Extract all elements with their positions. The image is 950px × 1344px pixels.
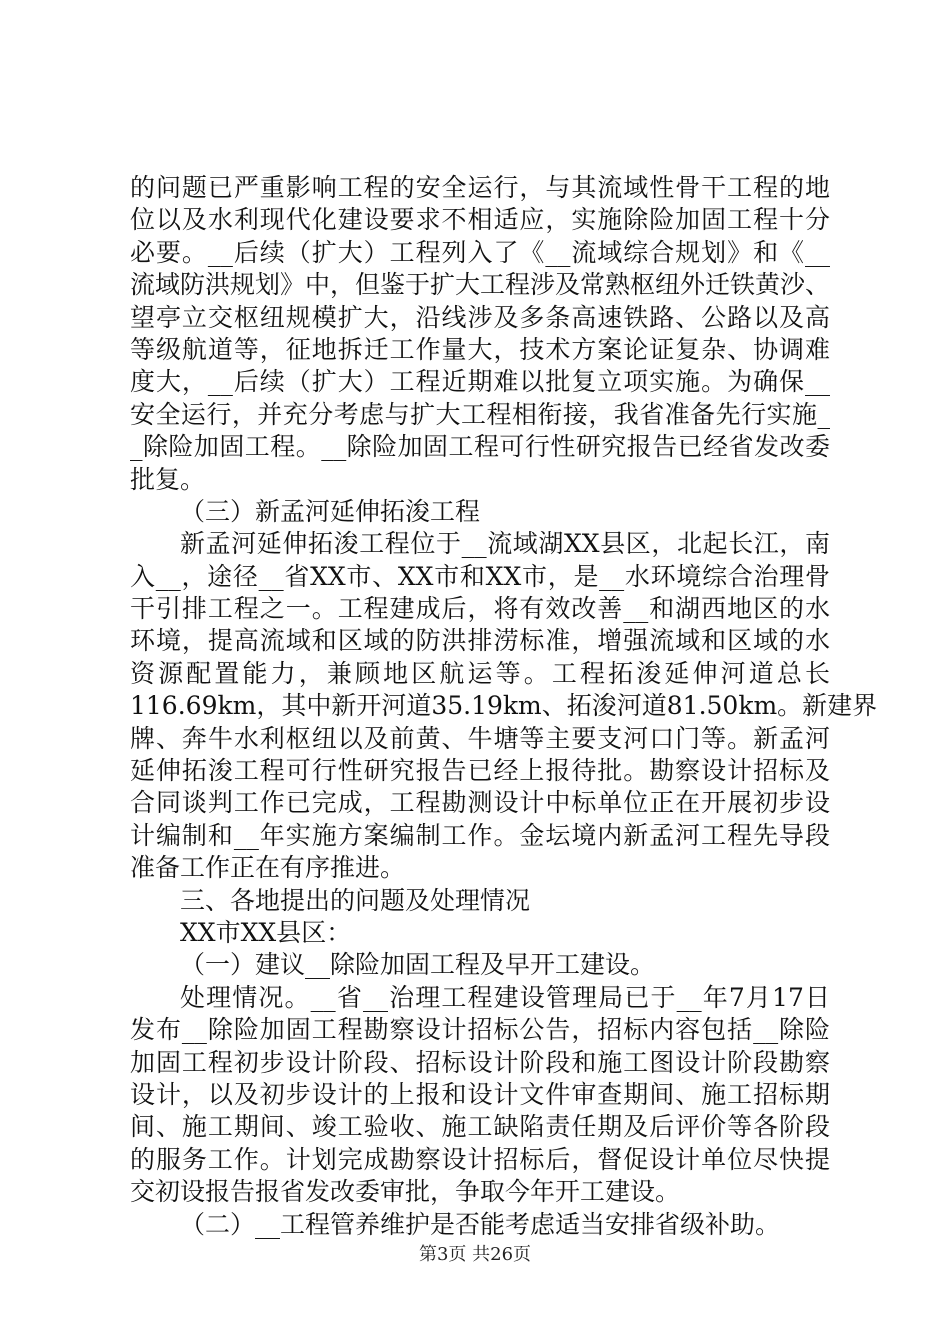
- text-line: 合同谈判工作已完成，工程勘测设计中标单位正在开展初步设: [130, 788, 830, 818]
- text-line: 处理情况。__省__治理工程建设管理局已于__年7月17日: [180, 982, 830, 1012]
- text-line: _除险加固工程。__除险加固工程可行性研究报告已经省发改委: [130, 432, 830, 462]
- text-line: 批复。: [130, 464, 206, 494]
- text-line: （二）__工程管养维护是否能考虑适当安排省级补助。: [180, 1209, 781, 1239]
- text-line: 望亭立交枢纽规模扩大，沿线涉及多条高速铁路、公路以及高: [130, 302, 830, 332]
- text-line: 加固工程初步设计阶段、招标设计阶段和施工图设计阶段勘察: [130, 1047, 830, 1077]
- text-line: 新孟河延伸拓浚工程位于__流域湖XX县区，北起长江，南: [180, 529, 830, 559]
- text-line: 环境，提高流域和区域的防洪排涝标准，增强流域和区域的水: [130, 626, 830, 656]
- text-line: 116.69km，其中新开河道35.19km、拓浚河道81.50km。新建界: [130, 691, 878, 721]
- text-line: 资源配置能力，兼顾地区航运等。工程拓浚延伸河道总长: [130, 658, 830, 688]
- text-line: 的服务工作。计划完成勘察设计招标后，督促设计单位尽快提: [130, 1144, 830, 1174]
- text-line: 延伸拓浚工程可行性研究报告已经上报待批。勘察设计招标及: [130, 756, 830, 786]
- text-line: 计编制和__年实施方案编制工作。金坛境内新孟河工程先导段: [130, 820, 830, 850]
- text-line: 间、施工期间、竣工验收、施工缺陷责任期及后评价等各阶段: [130, 1112, 830, 1142]
- page-footer: 第3页 共26页: [418, 1244, 532, 1265]
- text-line: 位以及水利现代化建设要求不相适应，实施除险加固工程十分: [130, 205, 830, 235]
- text-line: 等级航道等，征地拆迁工作量大，技术方案论证复杂、协调难: [130, 334, 830, 364]
- text-line: 必要。__后续（扩大）工程列入了《__流域综合规划》和《__: [130, 237, 830, 267]
- text-line: （三）新孟河延伸拓浚工程: [180, 496, 481, 526]
- text-line: 设计，以及初步设计的上报和设计文件审查期间、施工招标期: [130, 1079, 830, 1109]
- document-body: [130, 172, 878, 1241]
- text-line: 的问题已严重影响工程的安全运行，与其流域性骨干工程的地: [130, 173, 830, 202]
- text-line: 流域防洪规划》中，但鉴于扩大工程涉及常熟枢纽外迁铁黄沙、: [130, 270, 831, 300]
- text-line: 三、各地提出的问题及处理情况: [180, 885, 531, 915]
- text-line: 牌、奔牛水利枢纽以及前黄、牛塘等主要支河口门等。新孟河: [130, 723, 830, 753]
- text-line: 入__，途径__省XX市、XX市和XX市，是__水环境综合治理骨: [130, 561, 830, 591]
- text-line: 安全运行，并充分考虑与扩大工程相衔接，我省准备先行实施_: [130, 399, 830, 429]
- text-line: 干引排工程之一。工程建成后，将有效改善__和湖西地区的水: [130, 594, 830, 624]
- text-line: XX市XX县区：: [180, 917, 352, 947]
- text-line: 发布__除险加固工程勘察设计招标公告，招标内容包括__除险: [130, 1015, 830, 1045]
- text-line: 准备工作正在有序推进。: [130, 853, 406, 883]
- text-line: （一）建议__除险加固工程及早开工建设。: [180, 950, 656, 980]
- text-line: 度大，__后续（扩大）工程近期难以批复立项实施。为确保__: [130, 367, 830, 397]
- text-line: 交初设报告报省发改委审批，争取今年开工建设。: [130, 1177, 681, 1207]
